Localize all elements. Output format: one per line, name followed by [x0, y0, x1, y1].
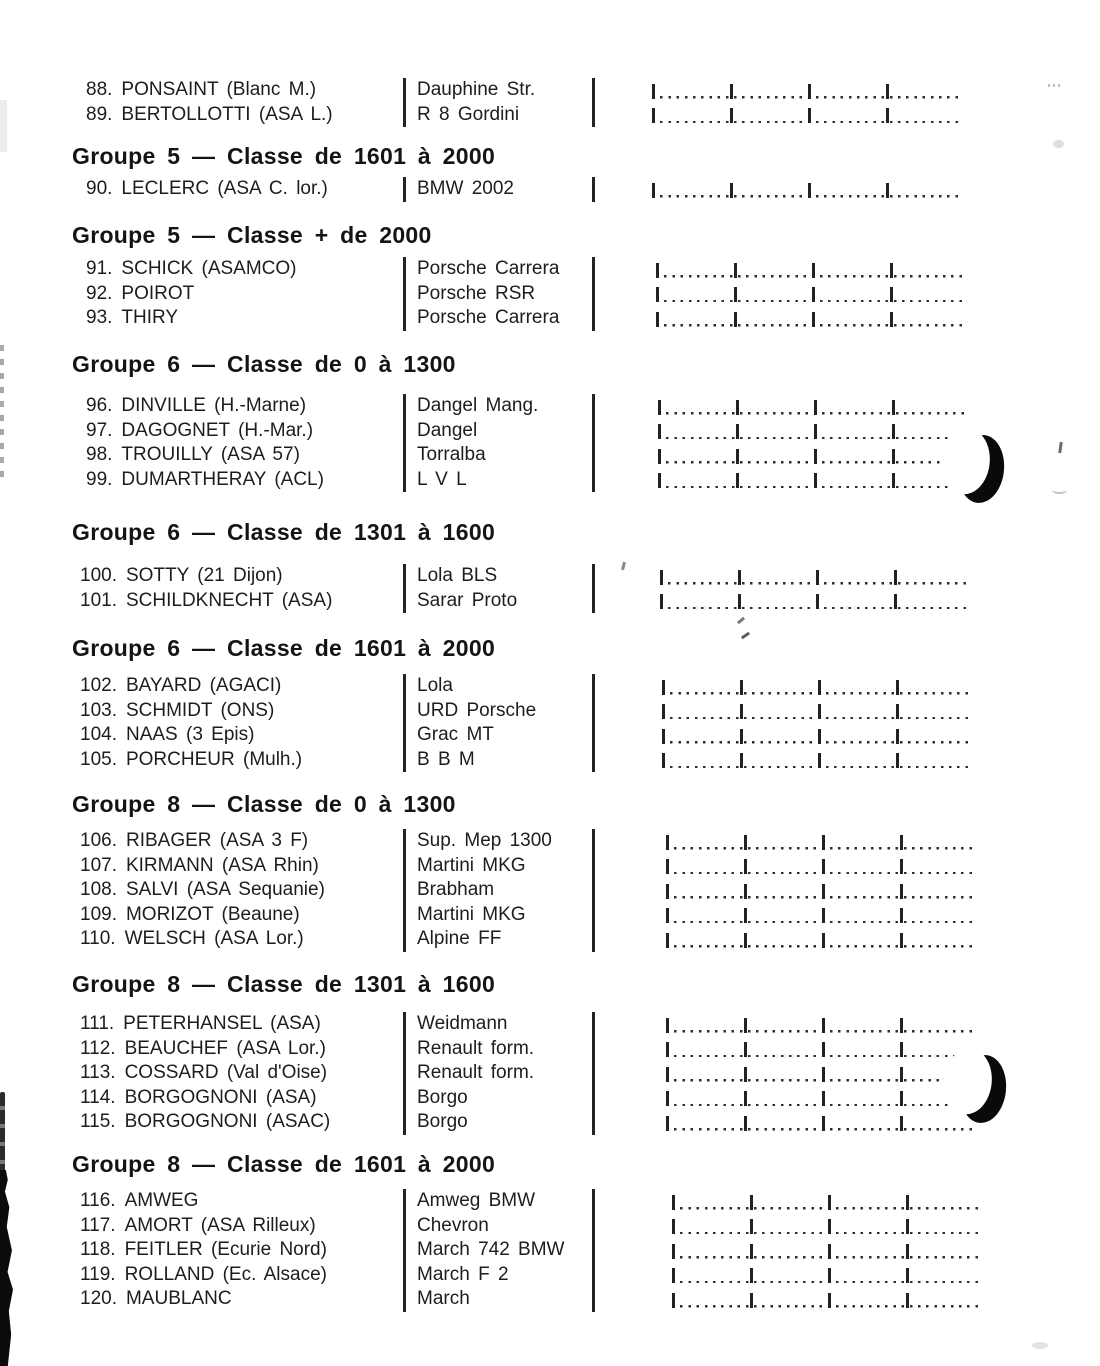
fill-in-line [666, 854, 972, 879]
entry-car: Borgo [417, 1111, 468, 1132]
entry-car: Chevron [417, 1214, 489, 1236]
entry-name: LECLERC (ASA C. lor.) [121, 178, 328, 199]
fill-in-line [656, 282, 962, 307]
entry-row [80, 748, 403, 773]
entry-car: Weidmann [417, 1013, 508, 1034]
fill-in-line [672, 1214, 978, 1239]
entry-name: POIROT [121, 282, 195, 304]
fill-in-line [666, 1110, 972, 1135]
entry-number: 103. [80, 699, 117, 721]
entry-number: 96. [86, 395, 113, 416]
entry-name: MAUBLANC [125, 1288, 232, 1309]
car-column [403, 78, 595, 127]
fill-in-line [662, 723, 968, 748]
entry-number: 118. [80, 1239, 116, 1260]
group-header: Groupe 8 — Classe de 0 à 1300 [72, 791, 456, 817]
entry-car: Borgo [417, 1086, 468, 1108]
entry-row [80, 927, 403, 952]
entry-name: NAAS (3 Epis) [125, 724, 255, 745]
fill-in-line [652, 78, 958, 103]
entry-car: Renault form. [417, 1037, 535, 1059]
entry-row [80, 443, 403, 468]
entry-number: 88. [86, 79, 113, 100]
entry-number: 99. [86, 468, 113, 490]
entry-number: 111. [80, 1013, 115, 1034]
entry-row [80, 306, 403, 331]
entry-number: 112. [80, 1037, 116, 1059]
fill-in-line [660, 589, 966, 614]
car-column [403, 394, 595, 492]
entry-number: 93. [86, 307, 113, 328]
entry-car: BMW 2002 [417, 178, 514, 199]
entry-row [80, 1037, 403, 1062]
entry-number: 117. [80, 1214, 116, 1236]
entry-row [80, 282, 403, 307]
entry-car: L V L [417, 468, 467, 490]
entry-number: 106. [80, 830, 117, 851]
stray-mark [1048, 84, 1061, 87]
fill-in-line [672, 1287, 978, 1312]
entry-car: Alpine FF [417, 928, 502, 949]
entry-number: 104. [80, 724, 117, 745]
fill-in-line [658, 443, 964, 468]
car-column [403, 257, 595, 331]
entry-name: SALVI (ASA Sequanie) [125, 879, 325, 900]
fill-in-line [656, 257, 962, 282]
group-header: Groupe 8 — Classe de 1301 à 1600 [72, 971, 496, 997]
fill-in-line [666, 903, 972, 928]
entry-car: Lola [417, 675, 453, 696]
entry-row [80, 177, 403, 202]
entry-number: 108. [80, 879, 117, 900]
entry-car: Dauphine Str. [417, 79, 536, 100]
entry-row [80, 1189, 403, 1214]
group-header: Groupe 5 — Classe de 1601 à 2000 [72, 143, 496, 169]
entry-row [80, 723, 403, 748]
entry-number: 97. [86, 419, 113, 441]
fill-in-line [658, 468, 964, 493]
entry-row [80, 468, 403, 493]
entry-number: 120. [80, 1288, 117, 1309]
entry-number: 114. [80, 1086, 116, 1108]
entry-number: 119. [80, 1263, 116, 1285]
scan-edge-artifact [0, 1092, 5, 1176]
entry-number: 116. [80, 1190, 116, 1211]
fill-in-line [662, 674, 968, 699]
entry-name: WELSCH (ASA Lor.) [124, 928, 304, 949]
entry-name: DAGOGNET (H.-Mar.) [121, 419, 314, 441]
entry-name: MORIZOT (Beaune) [125, 903, 300, 925]
entry-row [80, 878, 403, 903]
fill-in-line [658, 419, 964, 444]
entry-car: R 8 Gordini [417, 103, 520, 125]
entry-car: Porsche RSR [417, 282, 536, 304]
entry-row [80, 394, 403, 419]
fill-in-line [666, 878, 972, 903]
scan-edge-artifact [0, 1170, 13, 1366]
entry-number: 115. [80, 1111, 116, 1132]
stray-mark [1053, 140, 1064, 148]
entry-number: 110. [80, 928, 116, 949]
fill-in-line [652, 177, 958, 202]
fill-in-line [658, 394, 964, 419]
fill-in-line [666, 829, 972, 854]
entry-name: DUMARTHERAY (ACL) [121, 468, 324, 490]
group-header: Groupe 6 — Classe de 1601 à 2000 [72, 635, 496, 661]
entry-row [80, 1238, 403, 1263]
entry-row [80, 903, 403, 928]
car-column [403, 177, 595, 202]
group-header: Groupe 8 — Classe de 1601 à 2000 [72, 1151, 496, 1177]
entry-name: BORGOGNONI (ASA) [124, 1086, 317, 1108]
entry-name: BERTOLLOTTI (ASA L.) [121, 103, 333, 125]
car-column [403, 1012, 595, 1135]
entry-car: Dangel [417, 419, 478, 441]
car-column [403, 1189, 595, 1312]
entry-row [80, 1287, 403, 1312]
entry-name: SOTTY (21 Dijon) [125, 565, 283, 586]
fill-in-line [662, 699, 968, 724]
entry-name: KIRMANN (ASA Rhin) [125, 854, 319, 876]
entry-name: RIBAGER (ASA 3 F) [125, 830, 309, 851]
entry-car: Porsche Carrera [417, 307, 560, 328]
entry-car: URD Porsche [417, 699, 537, 721]
entry-name: BORGOGNONI (ASAC) [124, 1111, 331, 1132]
entry-car: Martini MKG [417, 854, 526, 876]
entry-row [80, 699, 403, 724]
stray-mark [1052, 486, 1067, 494]
entry-car: Dangel Mang. [417, 395, 539, 416]
entry-car: March F 2 [417, 1263, 509, 1285]
entry-number: 105. [80, 748, 117, 770]
entry-row [80, 1110, 403, 1135]
stray-mark [737, 617, 745, 624]
fill-in-line [660, 564, 966, 589]
entry-car: March 742 BMW [417, 1239, 565, 1260]
entry-name: ROLLAND (Ec. Alsace) [124, 1263, 327, 1285]
entry-number: 107. [80, 854, 117, 876]
entry-car: Amweg BMW [417, 1190, 536, 1211]
entry-car: Sarar Proto [417, 589, 518, 611]
fill-in-line [656, 306, 962, 331]
fill-in-line [666, 1012, 972, 1037]
entry-row [80, 1061, 403, 1086]
entry-row [80, 829, 403, 854]
entry-name: SCHMIDT (ONS) [125, 699, 275, 721]
entry-row [80, 103, 403, 128]
entry-row [80, 1012, 403, 1037]
entry-row [80, 1214, 403, 1239]
entry-name: PONSAINT (Blanc M.) [121, 79, 317, 100]
stray-mark [1032, 1342, 1048, 1349]
entry-row [80, 674, 403, 699]
fill-in-line [666, 1037, 972, 1062]
entry-car: Grac MT [417, 724, 494, 745]
entry-name: PORCHEUR (Mulh.) [125, 748, 303, 770]
entry-name: SCHILDKNECHT (ASA) [125, 589, 333, 611]
entry-car: Renault form. [417, 1062, 535, 1083]
entry-number: 100. [80, 565, 117, 586]
scan-edge-artifact [0, 100, 7, 152]
group-header: Groupe 6 — Classe de 1301 à 1600 [72, 519, 496, 545]
fill-in-line [672, 1238, 978, 1263]
entry-number: 98. [86, 444, 113, 465]
entry-car: Brabham [417, 879, 495, 900]
entry-row [80, 78, 403, 103]
entry-row [80, 564, 403, 589]
entry-name: AMORT (ASA Rilleux) [124, 1214, 316, 1236]
ink-blot-crescent [957, 1053, 1010, 1125]
entry-name: BAYARD (AGACI) [125, 675, 282, 696]
entry-row [80, 419, 403, 444]
stray-mark [1058, 442, 1063, 453]
fill-in-line [666, 927, 972, 952]
entry-number: 102. [80, 675, 117, 696]
entry-row [80, 1086, 403, 1111]
group-header: Groupe 5 — Classe + de 2000 [72, 222, 432, 248]
fill-in-line [666, 1061, 972, 1086]
fill-in-line [666, 1086, 972, 1111]
entry-name: FEITLER (Ecurie Nord) [124, 1239, 327, 1260]
ink-blot-crescent [955, 433, 1008, 505]
entry-row [80, 854, 403, 879]
entry-number: 90. [86, 178, 113, 199]
entry-car: Torralba [417, 444, 486, 465]
entry-row [80, 257, 403, 282]
group-header: Groupe 6 — Classe de 0 à 1300 [72, 351, 456, 377]
car-column [403, 564, 595, 613]
stray-mark [741, 632, 750, 640]
entry-row [80, 1263, 403, 1288]
fill-in-line [672, 1189, 978, 1214]
car-column [403, 829, 595, 952]
scan-edge-artifact [0, 345, 4, 485]
entry-row [80, 589, 403, 614]
fill-in-line [662, 748, 968, 773]
entry-car: March [417, 1288, 470, 1309]
entry-name: COSSARD (Val d'Oise) [124, 1062, 328, 1083]
entry-number: 91. [86, 258, 113, 279]
entry-car: Sup. Mep 1300 [417, 830, 552, 851]
entry-name: AMWEG [124, 1190, 199, 1211]
entry-car: Porsche Carrera [417, 258, 560, 279]
fill-in-line [672, 1263, 978, 1288]
entry-number: 89. [86, 103, 113, 125]
entry-name: PETERHANSEL (ASA) [123, 1013, 321, 1034]
entry-number: 113. [80, 1062, 116, 1083]
car-column [403, 674, 595, 772]
entry-number: 109. [80, 903, 117, 925]
entry-name: THIRY [121, 307, 179, 328]
entry-name: BEAUCHEF (ASA Lor.) [124, 1037, 326, 1059]
entry-number: 92. [86, 282, 113, 304]
stray-mark [621, 562, 626, 570]
entry-number: 101. [80, 589, 117, 611]
entry-car: Lola BLS [417, 565, 498, 586]
entry-name: SCHICK (ASAMCO) [121, 258, 297, 279]
entry-name: TROUILLY (ASA 57) [121, 444, 300, 465]
entry-name: DINVILLE (H.-Marne) [121, 395, 307, 416]
fill-in-line [652, 103, 958, 128]
entry-car: B B M [417, 748, 475, 770]
entry-car: Martini MKG [417, 903, 526, 925]
